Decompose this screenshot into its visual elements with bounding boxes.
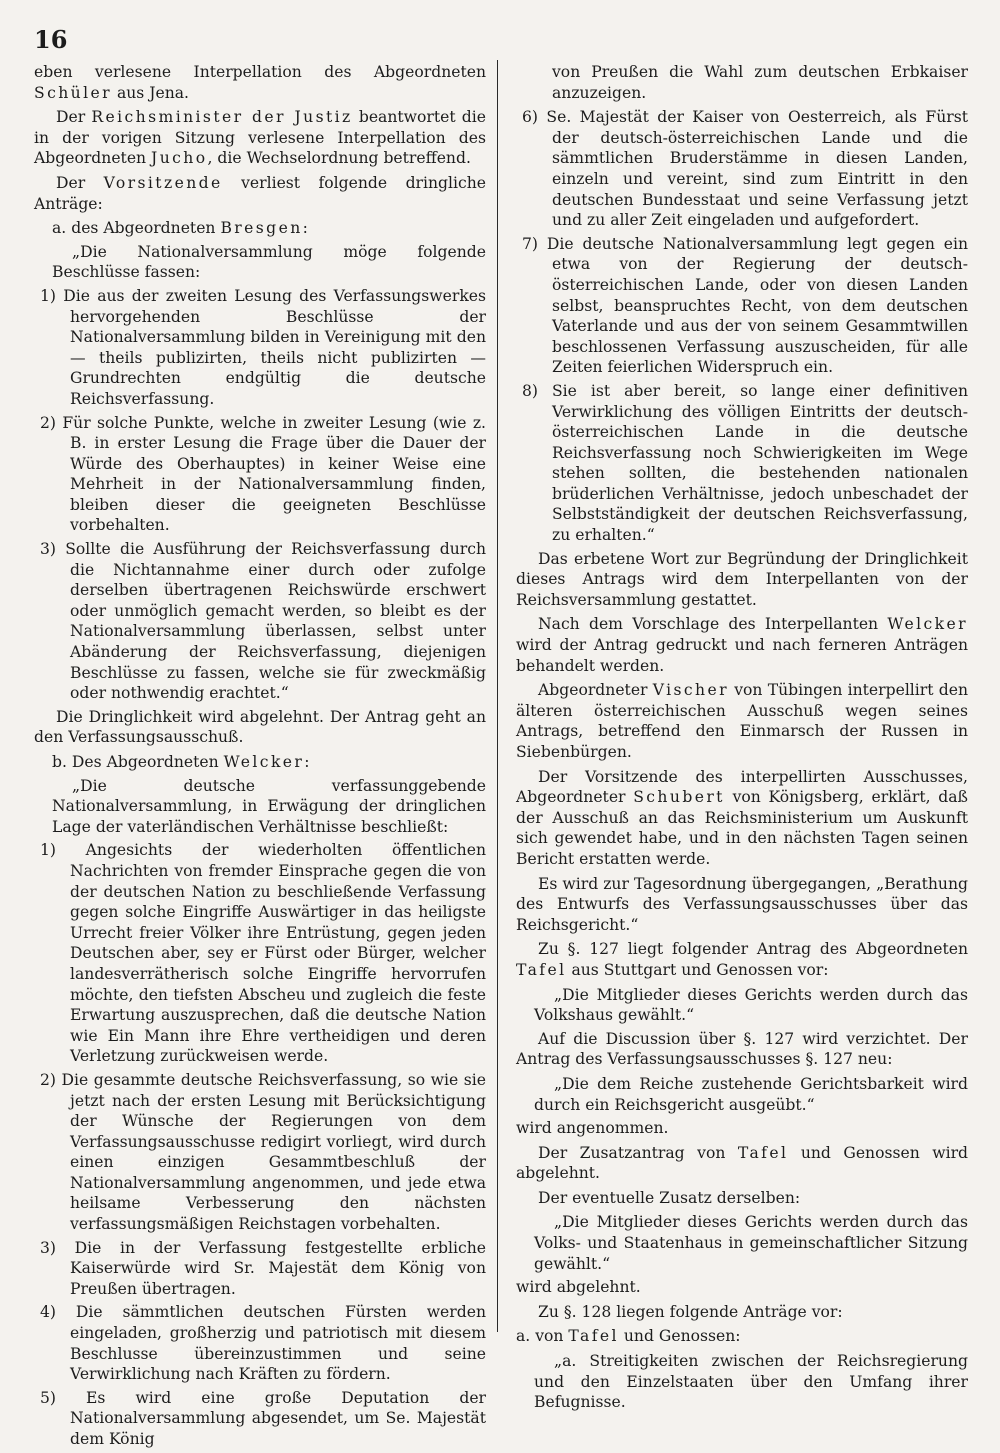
motion-item: 6) Se. Majestät der Kaiser von Oesterreich, als Fürst der deutsch-österreichischen Lande und die sämmtlichen Bruderstämme in diesen Landen, einzeln und vereint, sind zum Eintritt in den deutschen Bundesstaat und seine Verfassung jetzt und zu aller Zeit eingeladen und aufgefordert. (522, 108, 968, 230)
motion-item: 1) Angesichts der wiederholten öffentlichen Nachrichten von fremder Einsprache gegen die von der deutschen Nation zu beschließende Verfassung gegen solche Eingriffe Auswärtiger in das heiligste Urrecht freier Völker ihre Entrüstung, gegen jeden Deutschen aber, sey er Fürst oder Bürger, welcher landesverrätherisch solche Eingriffe hervorrufen möchte, den tiefsten Abscheu und zugleich die feste Erwartung auszusprechen, daß die deutsche Nation wie Ein Mann ihre Ehre vertheidigen und deren Verletzung zurückweisen werde. (40, 841, 486, 1066)
paragraph: Abgeordneter Vischer von Tübingen interpellirt den älteren österreichischen Ausschuß wegen seines Antrags, betreffend den Einmarsch der Russen in Siebenbürgen. (516, 681, 968, 761)
motion-heading: a. von Tafel und Genossen: (516, 1327, 741, 1346)
speaker-name: Schüler (34, 83, 112, 102)
speaker-name: Reichsminister der Justiz (91, 108, 353, 127)
paragraph: Der Zusatzantrag von Tafel und Genossen wird abgelehnt. (516, 1143, 969, 1183)
right-column (516, 62, 968, 1416)
speaker-name: Welcker (887, 615, 968, 634)
motion-heading: b. Des Abgeordneten Welcker: (52, 753, 310, 771)
quote-paragraph: „Die dem Reiche zustehende Gerichtsbarkeit wird durch ein Reichsgericht ausgeübt.“ (534, 1074, 968, 1114)
paragraph: Der Reichsminister der Justiz beantwortet die in der vorigen Sitzung verlesene Interpellation des Abgeordneten Jucho, die Wechselordnung betreffend. (34, 108, 486, 168)
speaker-name: Vischer (652, 681, 729, 700)
quote-paragraph: „Die Mitglieder dieses Gerichts werden durch das Volks- und Staatenhaus in gemeinschaftlicher Sitzung gewählt.“ (534, 1213, 968, 1273)
motion-item: 5) Es wird eine große Deputation der Nationalversammlung abgesendet, um Se. Majestät dem König (40, 1388, 486, 1448)
motion-item: 7) Die deutsche Nationalversammlung legt gegen ein etwa von der Regierung der deutsch-österreichischen Lande, oder von diesen Landen selbst, beanspruchtes Recht, von dem deutschen Vaterlande und aus der von seinem Gesammtwillen beschlossenen Verfassung auszuscheiden, für alle Zeiten feierlichen Widerspruch ein. (522, 234, 968, 377)
paragraph: Es wird zur Tagesordnung übergegangen, „Berathung des Entwurfs des Verfassungsausschusses über das Reichsgericht.“ (516, 874, 968, 934)
motion-item: 4) Die sämmtlichen deutschen Fürsten werden eingeladen, großherzig und patriotisch mit diesem Beschlusse übereinzustimmen und seine Verwirklichung nach Kräften zu fördern. (40, 1303, 486, 1384)
quote-paragraph: „Die deutsche verfassunggebende Nationalversammlung, in Erwägung der dringlichen Lage der vaterländischen Verhältnisse beschließt: (52, 776, 486, 836)
motion-item: 3) Die in der Verfassung festgestellte erbliche Kaiserwürde wird Sr. Majestät dem König von Preußen übertragen. (40, 1238, 486, 1298)
speaker-name: Tafel (737, 1143, 789, 1162)
motion-heading: a. des Abgeordneten Bresgen: (52, 219, 308, 238)
paragraph: wird angenommen. (516, 1119, 669, 1138)
left-column (34, 62, 486, 1453)
paragraph: Die Dringlichkeit wird abgelehnt. Der Antrag geht an den Verfassungsausschuß. (34, 707, 486, 747)
speaker-name: Vorsitzende (103, 173, 223, 192)
paragraph: wird abgelehnt. (516, 1278, 641, 1297)
speaker-name: Tafel (568, 1327, 619, 1346)
page-number: 16 (34, 25, 68, 54)
speaker-name: Jucho (151, 149, 208, 168)
motion-item: 8) Sie ist aber bereit, so lange einer definitiven Verwirklichung des völligen Eintritts der deutsch-österreichischen Lande in die deutsche Reichsverfassung noch Schwierigkeiten im Wege stehen sollten, die bestehenden nationalen brüderlichen Verhältnisse, jedoch unbeschadet der Selbstständigkeit der deutschen Reichsverfassung, zu erhalten.“ (522, 381, 968, 545)
paragraph: Auf die Discussion über §. 127 wird verzichtet. Der Antrag des Verfassungsausschusses §. 127 neu: (516, 1029, 968, 1069)
paragraph: eben verlesene Interpellation des Abgeordneten Schüler aus Jena. (34, 63, 486, 102)
quote-paragraph: „Die Nationalversammlung möge folgende Beschlüsse fassen: (52, 242, 486, 282)
motion-item: 1) Die aus der zweiten Lesung des Verfassungswerkes hervorgehenden Beschlüsse der Nationalversammlung bilden in Vereinigung mit den — theils publizirten, theils nicht publizirten — Grundrechten endgültig die deutsche Reichsverfassung. (40, 286, 486, 408)
column-divider (497, 60, 498, 1332)
speaker-name: Welcker (223, 753, 305, 771)
paragraph: Zu §. 128 liegen folgende Anträge vor: (538, 1302, 843, 1321)
motion-item: 2) Die gesammte deutsche Reichsverfassung, so wie sie jetzt nach der ersten Lesung mit Berücksichtigung der Wünsche der Regierungen von dem Verfassungsausschusse redigirt vorliegt, wird durch einen einzigen Gesammtbeschluß der Nationalversammlung angenommen, und jede etwa heilsame Verbesserung den nächsten verfassungsmäßigen Reichstagen vorbehalten. (40, 1070, 486, 1234)
paragraph: Das erbetene Wort zur Begründung der Dringlichkeit dieses Antrags wird dem Interpellanten von der Reichsversammlung gestattet. (516, 549, 968, 609)
motion-item: 3) Sollte die Ausführung der Reichsverfassung durch die Nichtannahme einer durch oder zufolge derselben übertragenen Reichswürde erschwert oder unmöglich gemacht werden, so bleibt es der Nationalversammlung überlassen, selbst unter Abänderung der Reichsverfassung, diejenigen Beschlüsse zu fassen, welche sie für zweckmäßig oder nothwendig erachtet.“ (40, 540, 486, 703)
paragraph: Zu §. 127 liegt folgender Antrag des Abgeordneten Tafel aus Stuttgart und Genossen vor: (516, 940, 968, 979)
speaker-name: Bresgen (220, 219, 303, 238)
paragraph: Der eventuelle Zusatz derselben: (538, 1188, 801, 1207)
speaker-name: Schubert (633, 788, 725, 807)
paragraph: Der Vorsitzende verliest folgende dringliche Anträge: (34, 173, 486, 213)
speaker-name: Tafel (516, 960, 567, 979)
paragraph: Nach dem Vorschlage des Interpellanten Welcker wird der Antrag gedruckt und nach ferneren Anträgen behandelt werden. (516, 615, 968, 675)
quote-paragraph: „Die Mitglieder dieses Gerichts werden durch das Volkshaus gewählt.“ (534, 985, 968, 1025)
motion-item: 2) Für solche Punkte, welche in zweiter Lesung (wie z. B. in erster Lesung die Frage über die Dauer der Würde des Oberhauptes) in keiner Weise eine Mehrheit in der Nationalversammlung finden, bleiben dieser die geeigneten Beschlüsse vorbehalten. (40, 413, 486, 535)
paragraph: Der Vorsitzende des interpellirten Ausschusses, Abgeordneter Schubert von Königsberg, erklärt, daß der Ausschuß an das Reichsministerium um Auskunft sich gewendet habe, und in den nächsten Tagen seinen Bericht erstatten werde. (516, 767, 968, 868)
quote-paragraph: „a. Streitigkeiten zwischen der Reichsregierung und den Einzelstaaten über den Umfang ihrer Befugnisse. (534, 1352, 968, 1412)
motion-item-continuation: von Preußen die Wahl zum deutschen Erbkaiser anzuzeigen. (552, 63, 968, 102)
